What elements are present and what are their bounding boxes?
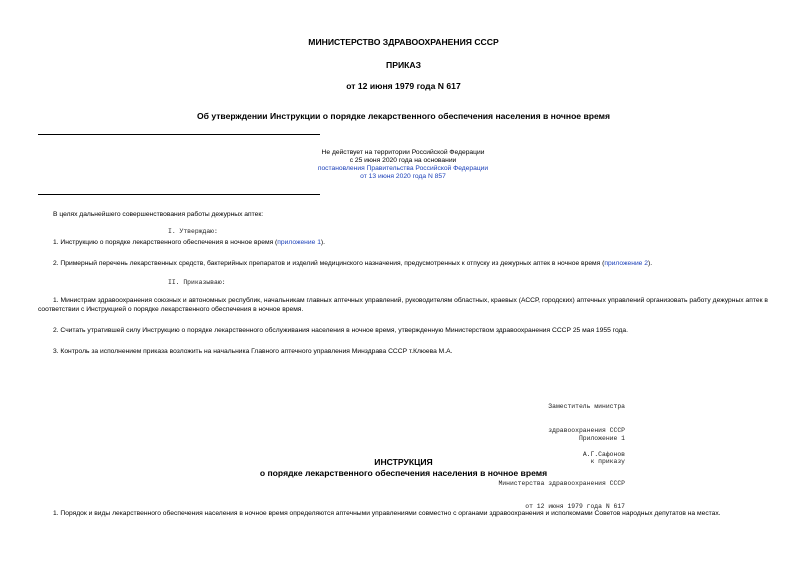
notice-link-resolution[interactable]: постановления Правительства Российской Федерации bbox=[317, 165, 489, 173]
instruction-title: ИНСТРУКЦИЯ bbox=[374, 457, 433, 467]
signature-name: А.Г.Сафонов bbox=[582, 451, 625, 458]
section-2-item-2: 2. Считать утратившей силу Инструкцию о порядке лекарственного обслуживания населения в ночное время, утвержденную Министерством здравоохранения СССР 25 мая 1955 года. bbox=[53, 327, 628, 334]
section-1-item-1 bbox=[38, 238, 768, 247]
notice-line-1: Не действует на территории Российской Федерации bbox=[321, 149, 485, 156]
appendix-ref-line-3: Министерства здравоохранения СССР bbox=[498, 480, 625, 487]
section-1-heading: I. Утверждаю: bbox=[168, 228, 218, 235]
item-1-end: ). bbox=[320, 239, 326, 246]
ministry-heading: МИНИСТЕРСТВО ЗДРАВООХРАНЕНИЯ СССР bbox=[308, 37, 499, 47]
doc-type-heading: ПРИКАЗ bbox=[386, 60, 421, 70]
instruction-paragraph-1: 1. Порядок и виды лекарственного обеспечения населения в ночное время определяются аптечными управлениями совместно с органами здравоохранения и исполкомами Советов народных депутатов на местах. bbox=[53, 510, 721, 517]
item-1-text: 1. Инструкцию о порядке лекарственного обеспечения в ночное время ( bbox=[53, 239, 278, 246]
notice-link-date[interactable]: от 13 июня 2020 года N 857 bbox=[360, 173, 446, 181]
appendix-1-link[interactable]: приложение 1 bbox=[277, 239, 321, 246]
signature-line-1: Заместитель министра bbox=[548, 403, 625, 410]
section-2-heading: II. Приказываю: bbox=[168, 279, 226, 286]
intro-paragraph: В целях дальнейшего совершенствования работы дежурных аптек: bbox=[53, 211, 264, 218]
section-2-item-3: 3. Контроль за исполнением приказа возложить на начальника Главного аптечного управления Минздрава СССР т.Клюева М.А. bbox=[53, 348, 453, 355]
item-2-end: ). bbox=[647, 260, 653, 267]
doc-title: Об утверждении Инструкции о порядке лекарственного обеспечения населения в ночное время bbox=[196, 111, 611, 121]
signature-line-2: здравоохранения СССР bbox=[548, 427, 625, 434]
notice-line-2: с 25 июня 2020 года на основании bbox=[349, 157, 457, 165]
appendix-ref-line-1: Приложение 1 bbox=[578, 435, 625, 442]
doc-date-number: от 12 июня 1979 года N 617 bbox=[346, 81, 461, 91]
instruction-subtitle: о порядке лекарственного обеспечения населения в ночное время bbox=[259, 468, 548, 478]
appendix-ref-line-4: от 12 июня 1979 года N 617 bbox=[525, 502, 625, 510]
section-1-item-2 bbox=[38, 259, 768, 268]
section-2-item-1: 1. Министрам здравоохранения союзных и автономных республик, начальникам главных аптечных управлений, руководителям областных, краевых (АССР, городских) аптечных управлений организовать работу дежурных аптек в соответствии с Инструкцией о порядке лекарственного обеспечения в ночное время. bbox=[38, 297, 768, 313]
appendix-2-link[interactable]: приложение 2 bbox=[604, 260, 648, 267]
top-divider bbox=[38, 134, 320, 135]
item-2-text: 2. Примерный перечень лекарственных средств, бактерийных препаратов и изделий медицинского назначения, предусмотренных к отпуску из дежурных аптек в ночное время ( bbox=[53, 260, 605, 267]
status-notice bbox=[38, 149, 768, 181]
appendix-ref-line-2: к приказу bbox=[590, 457, 625, 465]
bottom-divider bbox=[38, 194, 320, 195]
